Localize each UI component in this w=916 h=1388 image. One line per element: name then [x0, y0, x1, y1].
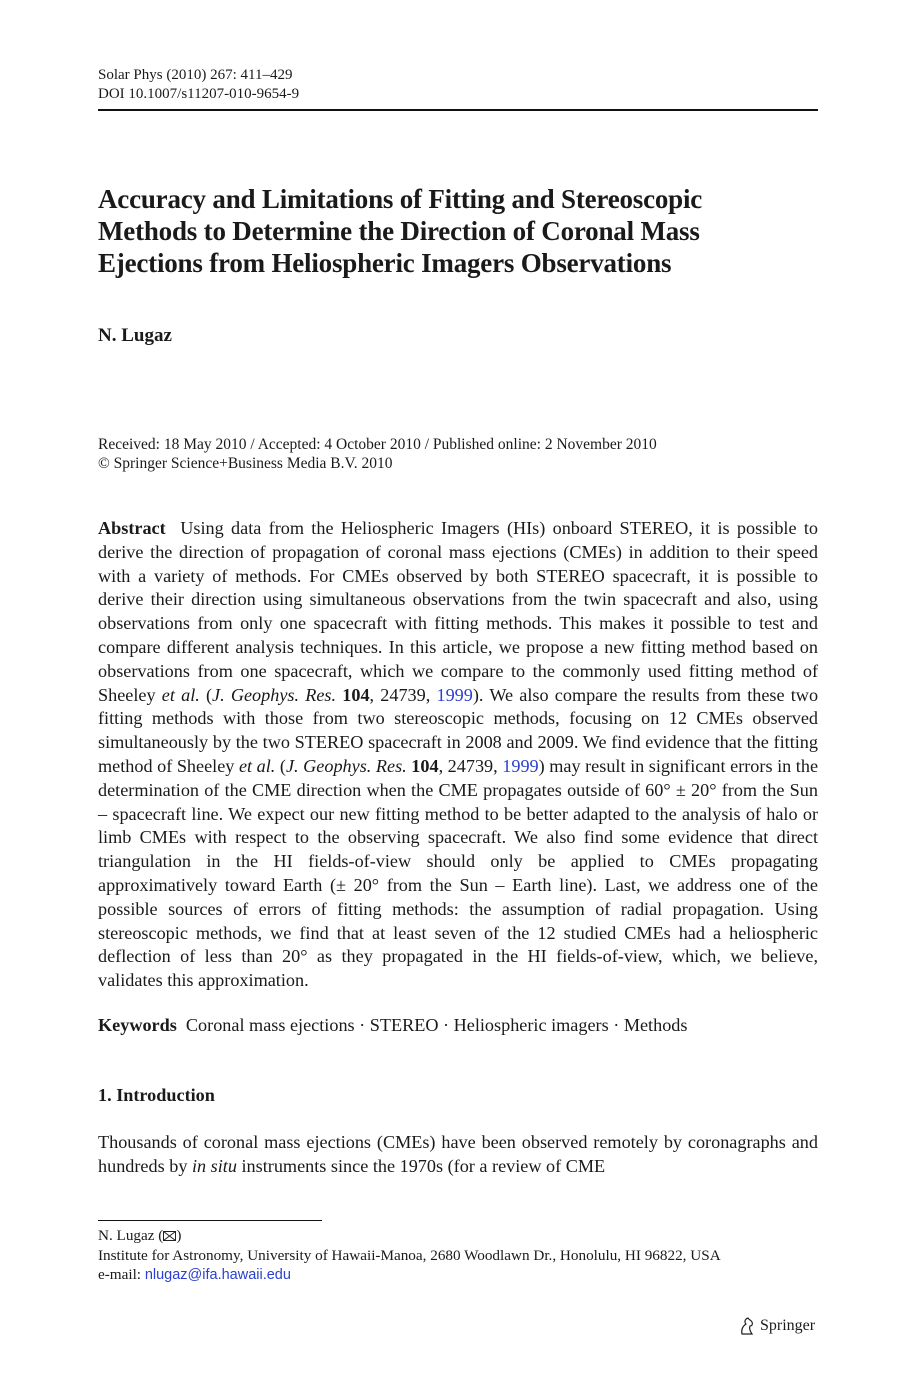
envelope-icon — [163, 1231, 176, 1241]
springer-horse-icon — [738, 1316, 756, 1336]
email-link[interactable]: nlugaz@ifa.hawaii.edu — [144, 1267, 291, 1283]
footnote-rule — [98, 1220, 322, 1221]
introduction-text — [98, 1130, 818, 1178]
footnote-author — [98, 1226, 818, 1246]
email-label: e-mail: — [98, 1266, 145, 1283]
publication-dates — [98, 435, 818, 473]
keywords-text: Coronal mass ejections · STEREO · Heliospheric imagers · Methods — [185, 1015, 688, 1035]
journal-header — [98, 66, 299, 104]
email-line — [98, 1265, 818, 1286]
section-heading: 1. Introduction — [98, 1085, 215, 1105]
doi: DOI 10.1007/s11207-010-9654-9 — [98, 86, 300, 102]
keywords — [98, 1015, 818, 1036]
citation-pages: , 24739, — [438, 755, 503, 776]
title-line: Accuracy and Limitations of Fitting and Stereoscopic — [98, 184, 703, 214]
abstract-text: Using data from the Heliospheric Imagers (HIs) onboard STEREO, it is possible to derive the direction of propagation of coronal mass ejections (CMEs) in addition to their speed with a variety of methods. For CMEs observed by both STEREO spacecraft, it is possible to derive their direction using simultaneous observations from the twin spacecraft and also, using observations from only one spacecraft with fitting methods. This makes it possible to test and compare different analysis techniques. In this article, we propose a new fitting method based on observations from one spacecraft, which we compare to the commonly used fitting method of Sheeley — [98, 518, 818, 705]
title-line: Methods to Determine the Direction of Coronal Mass — [98, 216, 700, 246]
citation-journal: J. Geophys. Res. — [285, 755, 407, 776]
paper-title — [98, 183, 818, 279]
citation-pages: , 24739, — [369, 684, 437, 705]
author-name: N. Lugaz — [98, 325, 172, 346]
journal-citation: Solar Phys (2010) 267: 411–429 — [98, 67, 293, 83]
citation-volume: 104 — [342, 684, 370, 705]
footnote-author-name: N. Lugaz ( — [98, 1227, 164, 1244]
copyright: © Springer Science+Business Media B.V. 2010 — [98, 455, 393, 472]
abstract-text: ). We also compare the results from these two fitting methods with those from two stereoscopic methods, focusing on 12 CMEs observed simultaneously by the two STEREO spacecraft in 2008 and 2009. We find evidence that the fitting method of Sheeley — [98, 684, 819, 776]
intro-italic: in situ — [191, 1156, 237, 1176]
keywords-label: Keywords — [98, 1015, 177, 1035]
citation-year-link[interactable]: 1999 — [502, 755, 539, 776]
citation-etal: et al. — [238, 755, 276, 776]
citation-journal: J. Geophys. Res. — [212, 684, 337, 705]
publisher-logo — [738, 1316, 815, 1336]
header-rule — [98, 109, 818, 111]
footnote-paren: ) — [176, 1227, 182, 1244]
publisher-name: Springer — [760, 1317, 816, 1334]
affiliation: Institute for Astronomy, University of Hawaii-Manoa, 2680 Woodlawn Dr., Honolulu, HI 96822, USA — [98, 1246, 721, 1264]
abstract: Abstract Using data from the Heliospheric Imagers (HIs) onboard STEREO, it is possible to derive the direction of propagation of coronal mass ejections (CMEs) in addition to their speed with a variety of methods. For CMEs observed by both STEREO spacecraft, it is possible to derive their direction using simultaneous observations from the twin spacecraft and also, using observations from only one spacecraft with fitting methods. This makes it possible to test and compare different analysis techniques. In this article, we propose a new fitting method based on observations from one spacecraft, which we compare to the commonly used fitting method of Sheeley et al. (J. Geophys. Res. 104, 24739, 1999). We also compare the results from these two fitting methods with those from two stereoscopic methods, focusing on 12 CMEs observed simultaneously by the two STEREO spacecraft in 2008 and 2009. We find evidence that the fitting method of Sheeley et al. (J. Geophys. Res. 104, 24739, 1999) may result in significant errors in the determination of the CME direction when the CME propagates outside of 60° ± 20° from the Sun – spacecraft line. We expect our new fitting method to be better adapted to the analysis of halo or limb CMEs with respect to the observing spacecraft. We also find some evidence that direct triangulation in the HI fields-of-view should only be applied to CMEs propagating approximatively toward Earth (± 20° from the Sun – Earth line). Last, we address one of the possible sources of errors of fitting methods: the assumption of radial propagation. Using stereoscopic methods, we find that at least seven of the 12 studied CMEs had a heliospheric deflection of less than 20° as they propagated in the HI fields-of-view, which, we believe, validates this approximation. — [98, 518, 819, 991]
citation-volume: 104 — [411, 755, 439, 776]
citation-year-link[interactable]: 1999 — [436, 684, 473, 705]
intro-text: Thousands of coronal mass ejections (CMEs) have been observed remotely by coronagraphs and hundreds by — [98, 1132, 818, 1176]
citation-etal: et al. — [161, 684, 200, 705]
intro-text: instruments since the 1970s (for a review of CME — [241, 1156, 606, 1176]
abstract-label: Abstract — [98, 518, 166, 538]
received-dates: Received: 18 May 2010 / Accepted: 4 October 2010 / Published online: 2 November 2010 — [98, 436, 657, 453]
abstract-text: ) may result in significant errors in the determination of the CME direction when the CME propagates outside of 60° ± 20° from the Sun – spacecraft line. We expect our new fitting method to be better adapted to the analysis of halo or limb CMEs with respect to the observing spacecraft. We also find some evidence that direct triangulation in the HI fields-of-view should only be applied to CMEs propagating approximatively toward Earth (± 20° from the Sun – Earth line). Last, we address one of the possible sources of errors of fitting methods: the assumption of radial propagation. Using stereoscopic methods, we find that at least seven of the 12 studied CMEs had a heliospheric deflection of less than 20° as they propagated in the HI fields-of-view, which, we believe, validates this approximation. — [98, 755, 819, 991]
footnote — [98, 1226, 818, 1286]
title-line: Ejections from Heliospheric Imagers Observations — [98, 248, 672, 278]
